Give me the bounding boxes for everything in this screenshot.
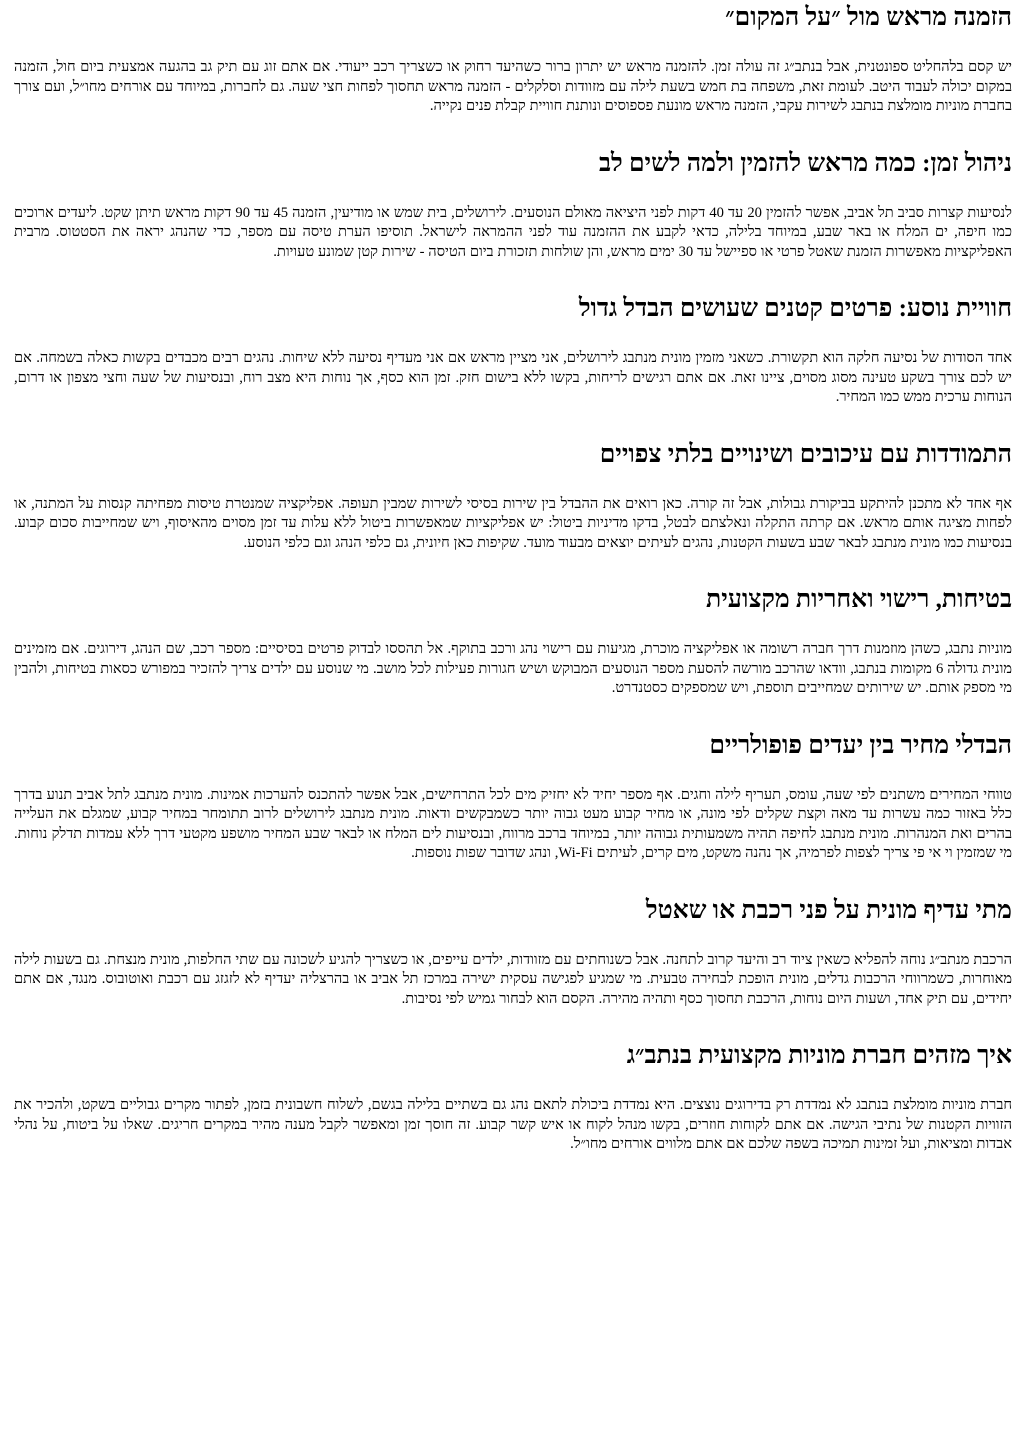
section-paragraph: אף אחד לא מתכנן להיתקע בביקורת גבולות, אבל זה קורה. כאן רואים את ההבדל בין שירות בסיסי לשירות שמבין תעופה. אפליקציה שמנטרת טיסות מפחיתה קנסות על המתנה, או לפחות מציגה אותם מראש. אם קרתה התקלה ונאלצתם לבטל, בדקו מדיניות ביטול: יש אפליקציות שמאפשרות ביטול ללא עלות עד זמן מסוים מהאיסוף, ויש שמחייבות סכום קבוע. בנסיעות כמו מונית מנתבג לבאר שבע בשעות הקטנות, נהגים לעיתים יוצאים מבעוד מועד. שקיפות כאן חיונית, גם כלפי הנהג וגם כלפי הנוסע. xyxy=(14,495,1012,551)
section-paragraph: אחד הסודות של נסיעה חלקה הוא תקשורת. כשאני מזמין מונית מנתבג לירושלים, אני מציין מראש אם אני מעדיף נסיעה ללא שיחות. נהגים רבים מכבדים בקשות כאלה בשמחה. אם יש לכם צורך בשקע טעינה מסוג מסוים, ציינו זאת. אם אתם רגישים לריחות, בקשו ללא בישום חזק. זמן הוא כסף, אך נוחות היא מצב רוח, ובנסיעות של שעה וחצי מצפון או דרום, הנוחות ערכית ממש כמו המחיר. xyxy=(14,350,1012,405)
section-passenger-experience xyxy=(14,293,1012,408)
section-heading: ניהול זמן: כמה מראש להזמין ולמה לשים לב xyxy=(598,149,1012,177)
section-time-management xyxy=(14,148,1012,263)
section-paragraph: יש קסם בלהחליט ספונטנית, אבל בנתב״ג זה עולה זמן. להזמנה מראש יש יתרון ברור כשהיעד רחוק או כשצריך רכב ייעודי. אם אתם זוג עם תיק גב בהגעה אמצעית ביום חול, הזמנה במקום יכולה לעבוד היטב. לעומת זאת, משפחה בת חמש בשעת לילה עם מזוודות וסלקלים - הזמנה מראש תחסוך לפחות חצי שעה. גם לחברות, במיוחד עם אורחים מחו״ל, ועם צורך בחברת מוניות מומלצת בנתבג לשירות עקבי, הזמנה מראש מונעת פספוסים ונותנת חוויית קבלת פנים נקייה. xyxy=(14,59,1012,114)
section-heading: בטיחות, רישוי ואחריות מקצועית xyxy=(706,586,1012,613)
section-booking-ahead xyxy=(14,2,1012,117)
section-paragraph: טווחי המחירים משתנים לפי שעה, עומס, תעריף לילה וחגים. אף מספר יחיד לא יחזיק מים לכל התרחישים, אבל אפשר להתכנס להערכות אמינות. מונית מנתבג לתל אביב תנוע בדרך כלל באזור כמה עשרות עד מאה וקצת שקלים לפי מונה, או מחיר קבוע מעט גבוה יותר כשמבקשים ודאות. מונית מנתבג לירושלים לרוב תתומחר במחיר קבוע, שמגלם את העלייה בהרים ואת המנהרות. מונית מנתבג לחיפה תהיה משמעותית גבוהה יותר, במיוחד ברכב מרווח, ובנסיעות לים המלח או לבאר שבע המחיר מושפע מקטעי דרך ללא עמדות תדלק נוחות. מי שמזמין וי אי פי צריך לצפות לפרמיה, אך נהנה משקט, מים קרים, לעיתים Wi-Fi, ונהג שדובר שפות נוספות. xyxy=(14,786,1012,861)
section-safety xyxy=(14,584,1012,699)
section-heading: איך מזהים חברת מוניות מקצועית בנתב״ג xyxy=(626,1042,1012,1069)
section-paragraph: הרכבת מנתב״ג נוחה להפליא כשאין ציוד רב והיעד קרוב לתחנה. אבל כשנוחתים עם מזוודות, ילדים עייפים, או כשצריך להגיע לשכונה עם שתי החלפות, מונית מנצחת. גם בשעות לילה מאוחרות, כשמרווחי הרכבות גדלים, מונית הופכת לבחירה טבעית. מי שמגיע לפגישה עסקית ישירה במרכז תל אביב או בהרצליה יעדיף לא לזגזג עם רכבת ואוטובוס. מנגד, אם אתם יחידים, עם תיק אחד, ושעות היום נוחות, הרכבת תחסוך כסף ותהיה מהירה. הקסם הוא לבחור גמיש לפי נסיבות. xyxy=(14,951,1012,1007)
section-delays xyxy=(14,439,1012,554)
section-heading: חוויית נוסע: פרטים קטנים שעושים הבדל גדול xyxy=(578,295,1012,322)
section-heading: הבדלי מחיר בין יעדים פופולריים xyxy=(709,731,1012,759)
section-heading: התמודדות עם עיכובים ושינויים בלתי צפויים xyxy=(599,440,1012,468)
section-taxi-vs-train xyxy=(14,895,1012,1010)
section-professional-company xyxy=(14,1040,1012,1155)
section-heading: הזמנה מראש מול ״על המקום״ xyxy=(725,4,1012,31)
section-heading: מתי עדיף מונית על פני רכבת או שאטל xyxy=(645,896,1012,924)
section-paragraph: לנסיעות קצרות סביב תל אביב, אפשר להזמין 20 עד 40 דקות לפני היציאה מאולם הנוסעים. לירושלים, בית שמש או מודיעין, הזמנה 45 עד 90 דקות מראש תיתן שקט. ליעדים ארוכים כמו חיפה, ים המלח או באר שבע, במיוחד בלילה, כדאי לקבע את ההזמנה עוד לפני ההמראה לישראל. תוסיפו הערת טיסה עם מספר, כדי שהנהג יראה את הסטטוס. מרבית האפליקציות מאפשרות הזמנת שאטל פרטי או ספיישל עד 30 ימים מראש, והן שולחות תזכורת ביום הטיסה - שירות קטן שמונע טעויות. xyxy=(14,204,1012,260)
section-prices xyxy=(14,730,1012,864)
section-paragraph: חברת מוניות מומלצת בנתבג לא נמדדת רק בדירוגים נוצצים. היא נמדדת ביכולת לתאם נהג גם בשתיים בלילה בגשם, לשלוח חשבונית בזמן, לפתור מקרים גבוליים בשקט, ולהכיר את הזוויות הקטנות של נתיבי הגישה. אם אתם לקוחות חוזרים, בקשו מנהל לקוח או איש קשר קבוע. זה חוסך זמן ומאפשר לקבל מענה מהיר במקרים חריגים. שאלו על ביטוח, על נהלי אבדות ומציאות, ועל זמינות תמיכה בשפה שלכם אם אתם מלווים אורחים מחו״ל. xyxy=(14,1097,1012,1152)
section-paragraph: מוניות נתבג, כשהן מוזמנות דרך חברה רשומה או אפליקציה מוכרת, מגיעות עם רישוי נהג ורכב בתוקף. אל תהססו לבדוק פרטים בסיסיים: מספר רכב, שם הנהג, דירוגים. אם מזמינים מונית גדולה 6 מקומות בנתבג, וודאו שהרכב מורשה להסעת מספר הנוסעים המבוקש ושיש חגורות פעילות לכל מושב. מי שנוסע עם ילדים צריך להזכיר במפורש כסאות בטיחות, ולהבין מי מספק אותם. יש שירותים שמחייבים תוספת, ויש שמספקים כסטנדרט. xyxy=(14,641,1012,696)
